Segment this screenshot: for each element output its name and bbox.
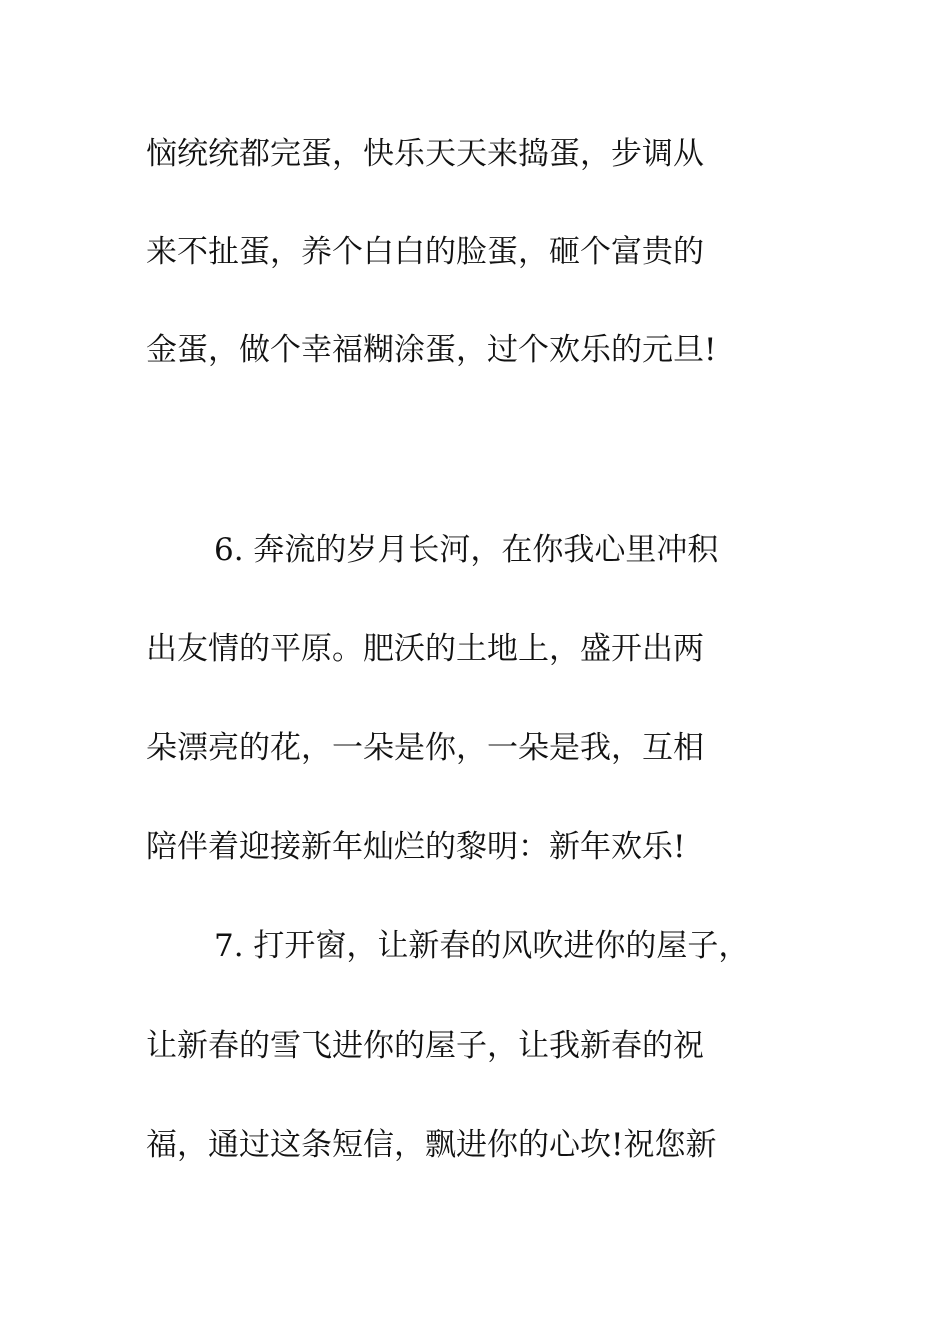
text-line: 出友情的平原。肥沃的土地上，盛开出两 [146,631,704,667]
text-line: 6. 奔流的岁月长河，在你我心里冲积 [214,532,719,568]
text-line: 7. 打开窗，让新春的风吹进你的屋子， [214,928,750,964]
text-line: 金蛋，做个幸福糊涂蛋，过个欢乐的元旦! [146,332,717,368]
text-line: 陪伴着迎接新年灿烂的黎明：新年欢乐! [146,829,686,865]
text-line: 来不扯蛋，养个白白的脸蛋，砸个富贵的 [146,234,704,270]
text-line: 恼统统都完蛋，快乐天天来捣蛋，步调从 [146,136,704,172]
text-line: 让新春的雪飞进你的屋子，让我新春的祝 [146,1028,704,1064]
text-line: 朵漂亮的花，一朵是你，一朵是我，互相 [146,730,704,766]
text-line: 福，通过这条短信，飘进你的心坎!祝您新 [146,1127,717,1163]
